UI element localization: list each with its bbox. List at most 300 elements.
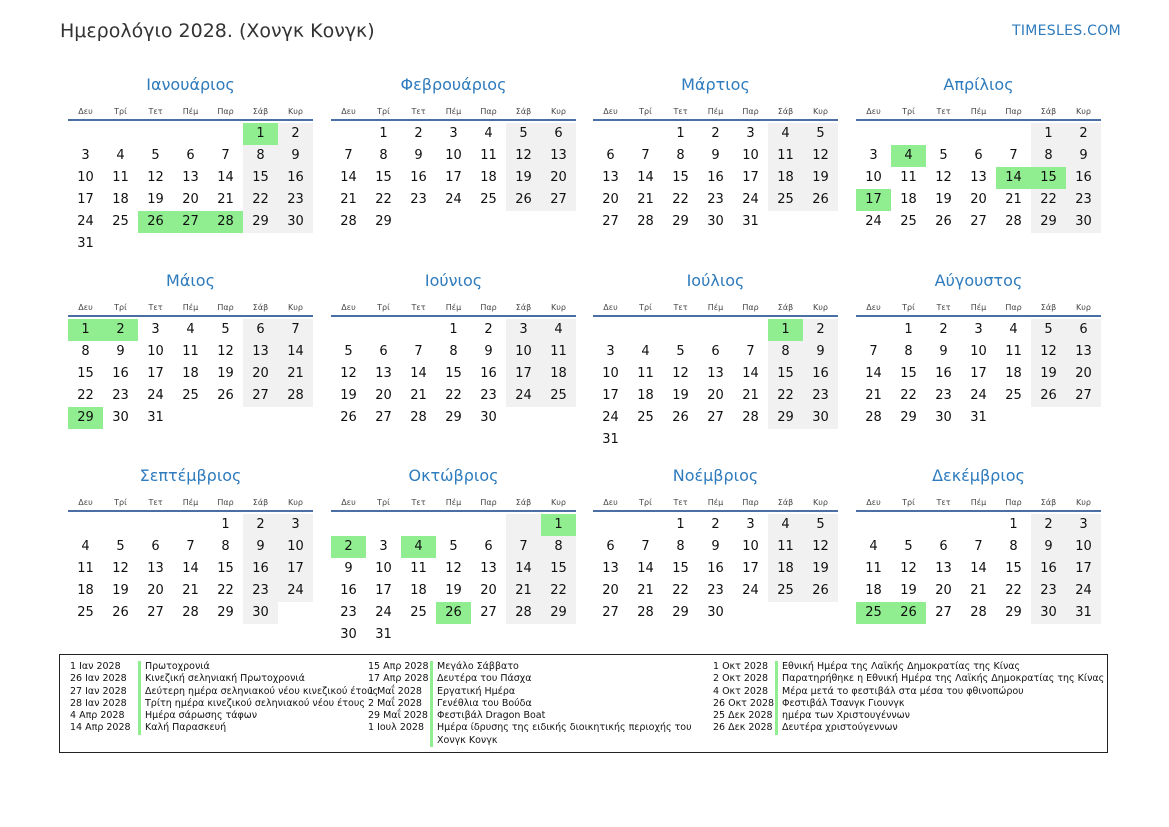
empty-cell xyxy=(996,407,1031,429)
day-cell: 20 xyxy=(970,192,987,207)
month-name: Μάιος xyxy=(166,271,215,290)
empty-cell xyxy=(331,319,366,341)
weekday-label: Δευ xyxy=(78,107,93,116)
day-cell: 8 xyxy=(541,536,576,558)
month-divider xyxy=(593,119,838,121)
day-cell: 7 xyxy=(506,536,541,558)
empty-cell xyxy=(68,123,103,145)
month-calendar xyxy=(68,465,313,624)
day-cell: 29 xyxy=(1005,605,1022,620)
weekday-label: Σάβ xyxy=(777,303,794,312)
empty-cell xyxy=(173,233,208,255)
day-cell: 18 xyxy=(410,583,427,598)
month-calendar xyxy=(856,270,1101,429)
month-calendar xyxy=(856,74,1101,233)
day-cell: 28 xyxy=(278,385,313,407)
day-cell: 16 xyxy=(410,170,427,185)
day-cell: 2 xyxy=(803,319,838,341)
day-cell: 11 xyxy=(768,536,803,558)
day-cell: 30 xyxy=(480,410,497,425)
day-grid xyxy=(331,123,576,233)
empty-cell xyxy=(1066,407,1101,429)
day-cell: 23 xyxy=(340,605,357,620)
day-cell: 11 xyxy=(182,344,199,359)
legend-holiday-name: ημέρα των Χριστουγέννων xyxy=(775,710,910,722)
holiday-day-cell: 27 xyxy=(173,211,208,233)
weekday-header xyxy=(68,294,313,312)
day-cell: 10 xyxy=(865,170,882,185)
day-cell: 2 xyxy=(243,514,278,536)
day-cell: 13 xyxy=(480,561,497,576)
month-name: Ιανουάριος xyxy=(146,75,235,94)
day-cell: 17 xyxy=(1066,558,1101,580)
weekday-label: Δευ xyxy=(603,303,618,312)
day-cell: 16 xyxy=(1031,558,1066,580)
day-cell: 29 xyxy=(541,602,576,624)
day-cell: 16 xyxy=(243,558,278,580)
month-calendar xyxy=(331,270,576,429)
day-cell: 27 xyxy=(602,605,619,620)
weekday-label: Τετ xyxy=(936,303,951,312)
day-cell: 15 xyxy=(1005,561,1022,576)
month-calendar xyxy=(856,465,1101,624)
empty-cell xyxy=(173,407,208,429)
day-cell: 3 xyxy=(151,322,160,337)
day-cell: 27 xyxy=(1066,385,1101,407)
legend-holiday-name: Δευτέρα του Πάσχα xyxy=(430,673,532,685)
day-cell: 5 xyxy=(116,539,125,554)
day-cell: 31 xyxy=(602,432,619,447)
day-cell: 12 xyxy=(217,344,234,359)
day-cell: 22 xyxy=(900,388,917,403)
day-cell: 16 xyxy=(480,366,497,381)
day-cell: 23 xyxy=(278,189,313,211)
month-name: Απρίλιος xyxy=(943,75,1014,94)
day-cell: 23 xyxy=(480,388,497,403)
weekday-label: Παρ xyxy=(480,303,497,312)
day-cell: 28 xyxy=(182,605,199,620)
weekday-label: Παρ xyxy=(1005,107,1022,116)
day-cell: 29 xyxy=(672,214,689,229)
weekday-label: Πέμ xyxy=(445,498,462,507)
weekday-label: Δευ xyxy=(341,498,356,507)
day-cell: 13 xyxy=(243,341,278,363)
day-cell: 13 xyxy=(602,561,619,576)
day-cell: 31 xyxy=(77,236,94,251)
weekday-label: Κυρ xyxy=(1076,303,1091,312)
weekday-label: Σάβ xyxy=(252,498,269,507)
month-name: Ιούνιος xyxy=(424,271,483,290)
legend-date: 14 Απρ 2028 xyxy=(70,722,131,734)
legend-row xyxy=(70,722,378,734)
day-cell: 22 xyxy=(243,189,278,211)
weekday-header xyxy=(593,294,838,312)
month-divider xyxy=(331,315,576,317)
legend-column-2 xyxy=(368,661,692,747)
brand-link[interactable]: TIMESLES.COM xyxy=(1012,23,1121,39)
day-cell: 5 xyxy=(221,322,230,337)
day-cell: 18 xyxy=(637,388,654,403)
day-cell: 25 xyxy=(900,214,917,229)
month-divider xyxy=(856,119,1101,121)
weekday-label: Παρ xyxy=(480,498,497,507)
weekday-label: Τρί xyxy=(639,303,652,312)
empty-cell xyxy=(506,514,541,536)
legend-holiday-name: Γενέθλια του Βούδα xyxy=(430,698,532,710)
day-cell: 29 xyxy=(900,410,917,425)
month-calendar xyxy=(593,270,838,451)
empty-cell xyxy=(173,514,208,536)
day-cell: 8 xyxy=(449,344,458,359)
weekday-label: Σάβ xyxy=(1040,303,1057,312)
month-divider xyxy=(593,315,838,317)
empty-cell xyxy=(138,233,173,255)
day-cell: 19 xyxy=(803,167,838,189)
legend-holiday-name: Καλή Παρασκευή xyxy=(138,722,226,734)
empty-cell xyxy=(68,514,103,536)
month-name: Μάρτιος xyxy=(681,75,750,94)
empty-cell xyxy=(173,123,208,145)
day-cell: 25 xyxy=(77,605,94,620)
legend-date: 1 Ιουλ 2028 xyxy=(368,722,424,734)
day-cell: 24 xyxy=(970,388,987,403)
legend-date: 26 Δεκ 2028 xyxy=(713,722,773,734)
empty-cell xyxy=(593,123,628,145)
day-cell: 6 xyxy=(1066,319,1101,341)
weekday-header xyxy=(331,98,576,116)
day-cell: 25 xyxy=(637,410,654,425)
day-cell: 25 xyxy=(1005,388,1022,403)
legend-row xyxy=(368,686,692,698)
legend-holiday-name: Ημέρα ίδρυσης της ειδικής διοικητικής περιοχής του xyxy=(430,722,692,734)
weekday-label: Τρί xyxy=(377,498,390,507)
day-cell: 21 xyxy=(506,580,541,602)
empty-cell xyxy=(803,211,838,233)
day-cell: 9 xyxy=(711,148,720,163)
day-grid xyxy=(856,123,1101,233)
weekday-label: Σάβ xyxy=(515,303,532,312)
weekday-label: Τετ xyxy=(411,303,426,312)
empty-cell xyxy=(471,514,506,536)
legend-column-3 xyxy=(713,661,1104,735)
weekday-label: Πέμ xyxy=(182,498,199,507)
day-grid xyxy=(593,319,838,451)
weekday-label: Τρί xyxy=(902,498,915,507)
legend-holiday-name: Κινεζική σεληνιακή Πρωτοχρονιά xyxy=(138,673,305,685)
legend-row xyxy=(70,686,378,698)
month-calendar xyxy=(593,74,838,233)
holiday-day-cell: 28 xyxy=(208,211,243,233)
legend-row xyxy=(713,673,1104,685)
legend-row xyxy=(368,722,692,734)
weekday-label: Κυρ xyxy=(813,107,828,116)
day-cell: 11 xyxy=(768,145,803,167)
legend-holiday-name: Δευτέρα χριστούγεννων xyxy=(775,722,898,734)
day-cell: 30 xyxy=(707,605,724,620)
day-cell: 26 xyxy=(672,410,689,425)
day-cell: 2 xyxy=(414,126,423,141)
weekday-label: Δευ xyxy=(866,498,881,507)
weekday-label: Κυρ xyxy=(1076,107,1091,116)
day-cell: 2 xyxy=(1066,123,1101,145)
weekday-label: Σάβ xyxy=(252,303,269,312)
day-cell: 16 xyxy=(112,366,129,381)
day-cell: 7 xyxy=(641,539,650,554)
weekday-label: Σάβ xyxy=(777,498,794,507)
day-cell: 15 xyxy=(768,363,803,385)
day-cell: 23 xyxy=(410,192,427,207)
holiday-day-cell: 2 xyxy=(331,536,366,558)
day-cell: 26 xyxy=(803,580,838,602)
day-cell: 20 xyxy=(147,583,164,598)
day-cell: 6 xyxy=(186,148,195,163)
day-cell: 5 xyxy=(904,539,913,554)
empty-cell xyxy=(891,123,926,145)
day-cell: 20 xyxy=(243,363,278,385)
empty-cell xyxy=(593,514,628,536)
empty-cell xyxy=(103,233,138,255)
day-cell: 24 xyxy=(147,388,164,403)
day-cell: 22 xyxy=(217,583,234,598)
day-cell: 25 xyxy=(182,388,199,403)
day-cell: 10 xyxy=(375,561,392,576)
day-cell: 4 xyxy=(116,148,125,163)
day-cell: 21 xyxy=(865,388,882,403)
day-cell: 12 xyxy=(340,366,357,381)
day-cell: 28 xyxy=(410,410,427,425)
day-cell: 12 xyxy=(1031,341,1066,363)
empty-cell xyxy=(663,319,698,341)
empty-cell xyxy=(698,429,733,451)
day-cell: 12 xyxy=(803,536,838,558)
day-cell: 15 xyxy=(672,170,689,185)
day-cell: 25 xyxy=(410,605,427,620)
day-cell: 9 xyxy=(116,344,125,359)
weekday-header xyxy=(856,489,1101,507)
day-cell: 13 xyxy=(541,145,576,167)
day-cell: 30 xyxy=(1031,602,1066,624)
empty-cell xyxy=(331,514,366,536)
legend-holiday-name: Εθνική Ημέρα της Λαϊκής Δημοκρατίας της Κίνας xyxy=(775,661,1020,673)
day-cell: 11 xyxy=(900,170,917,185)
day-cell: 21 xyxy=(637,583,654,598)
month-divider xyxy=(593,510,838,512)
day-cell: 1 xyxy=(221,517,230,532)
weekday-label: Κυρ xyxy=(288,303,303,312)
day-cell: 25 xyxy=(768,189,803,211)
weekday-label: Παρ xyxy=(217,107,234,116)
weekday-label: Σάβ xyxy=(252,107,269,116)
month-name: Φεβρουάριος xyxy=(400,75,507,94)
day-cell: 18 xyxy=(865,583,882,598)
day-cell: 4 xyxy=(768,514,803,536)
month-name: Ιούλιος xyxy=(686,271,745,290)
day-cell: 8 xyxy=(1009,539,1018,554)
empty-cell xyxy=(856,514,891,536)
day-cell: 22 xyxy=(375,192,392,207)
day-cell: 23 xyxy=(112,388,129,403)
day-cell: 8 xyxy=(676,148,685,163)
holiday-day-cell: 4 xyxy=(401,536,436,558)
empty-cell xyxy=(506,407,541,429)
empty-cell xyxy=(628,319,663,341)
day-cell: 10 xyxy=(742,148,759,163)
day-cell: 14 xyxy=(340,170,357,185)
month-name: Οκτώβριος xyxy=(408,466,499,485)
day-cell: 15 xyxy=(445,366,462,381)
month-divider xyxy=(331,510,576,512)
day-grid xyxy=(331,319,576,429)
day-cell: 8 xyxy=(243,145,278,167)
weekday-header xyxy=(856,294,1101,312)
day-cell: 16 xyxy=(707,170,724,185)
day-cell: 24 xyxy=(506,385,541,407)
day-cell: 14 xyxy=(742,366,759,381)
day-cell: 6 xyxy=(484,539,493,554)
weekday-header xyxy=(856,98,1101,116)
day-cell: 7 xyxy=(974,539,983,554)
weekday-label: Πέμ xyxy=(707,498,724,507)
day-cell: 18 xyxy=(182,366,199,381)
day-grid xyxy=(856,514,1101,624)
day-cell: 27 xyxy=(243,385,278,407)
day-grid xyxy=(593,123,838,233)
day-cell: 24 xyxy=(77,214,94,229)
legend-date: 4 Οκτ 2028 xyxy=(713,685,769,697)
day-cell: 18 xyxy=(541,363,576,385)
day-cell: 9 xyxy=(484,344,493,359)
month-divider xyxy=(331,119,576,121)
day-cell: 7 xyxy=(641,148,650,163)
day-cell: 5 xyxy=(676,344,685,359)
day-cell: 23 xyxy=(243,580,278,602)
holiday-day-cell: 1 xyxy=(541,514,576,536)
day-cell: 15 xyxy=(217,561,234,576)
day-cell: 21 xyxy=(410,388,427,403)
holiday-day-cell: 29 xyxy=(68,407,103,429)
weekday-label: Τρί xyxy=(114,303,127,312)
empty-cell xyxy=(856,123,891,145)
holiday-day-cell: 1 xyxy=(68,319,103,341)
day-cell: 19 xyxy=(217,366,234,381)
day-cell: 30 xyxy=(278,211,313,233)
day-cell: 12 xyxy=(803,145,838,167)
day-cell: 15 xyxy=(672,561,689,576)
day-cell: 13 xyxy=(970,170,987,185)
day-cell: 2 xyxy=(939,322,948,337)
day-cell: 15 xyxy=(77,366,94,381)
day-cell: 10 xyxy=(445,148,462,163)
day-cell: 1 xyxy=(904,322,913,337)
holiday-legend xyxy=(59,654,1108,753)
day-cell: 10 xyxy=(742,539,759,554)
day-cell: 14 xyxy=(865,366,882,381)
weekday-label: Τρί xyxy=(639,498,652,507)
legend-date: 26 Ιαν 2028 xyxy=(70,673,127,685)
empty-cell xyxy=(401,319,436,341)
weekday-header xyxy=(593,489,838,507)
day-cell: 29 xyxy=(217,605,234,620)
weekday-label: Πέμ xyxy=(182,303,199,312)
day-cell: 23 xyxy=(707,583,724,598)
day-cell: 1 xyxy=(379,126,388,141)
day-cell: 5 xyxy=(803,123,838,145)
weekday-label: Κυρ xyxy=(551,303,566,312)
day-cell: 19 xyxy=(935,192,952,207)
day-cell: 12 xyxy=(147,170,164,185)
weekday-label: Πέμ xyxy=(182,107,199,116)
weekday-label: Τρί xyxy=(902,107,915,116)
day-cell: 30 xyxy=(707,214,724,229)
weekday-label: Κυρ xyxy=(1076,498,1091,507)
legend-row xyxy=(368,698,692,710)
month-calendar xyxy=(331,465,576,646)
empty-cell xyxy=(471,211,506,233)
holiday-day-cell: 17 xyxy=(856,189,891,211)
weekday-label: Παρ xyxy=(1005,303,1022,312)
legend-row xyxy=(713,710,1104,722)
day-cell: 28 xyxy=(1005,214,1022,229)
day-cell: 13 xyxy=(935,561,952,576)
holiday-day-cell: 26 xyxy=(138,211,173,233)
weekday-label: Σάβ xyxy=(1040,498,1057,507)
empty-cell xyxy=(961,123,996,145)
empty-cell xyxy=(366,319,401,341)
day-cell: 4 xyxy=(186,322,195,337)
day-cell: 14 xyxy=(637,170,654,185)
day-cell: 5 xyxy=(344,344,353,359)
day-cell: 26 xyxy=(1031,385,1066,407)
legend-date: 28 Ιαν 2028 xyxy=(70,697,127,709)
day-cell: 14 xyxy=(970,561,987,576)
legend-column-1 xyxy=(70,661,378,735)
day-cell: 18 xyxy=(768,558,803,580)
day-cell: 20 xyxy=(541,167,576,189)
empty-cell xyxy=(366,514,401,536)
weekday-label: Κυρ xyxy=(288,107,303,116)
legend-date: 29 Μαΐ 2028 xyxy=(368,710,428,722)
day-cell: 4 xyxy=(81,539,90,554)
day-cell: 9 xyxy=(939,344,948,359)
day-cell: 31 xyxy=(147,410,164,425)
day-cell: 28 xyxy=(340,214,357,229)
day-cell: 17 xyxy=(602,388,619,403)
day-cell: 28 xyxy=(742,410,759,425)
day-cell: 29 xyxy=(672,605,689,620)
month-divider xyxy=(68,510,313,512)
day-cell: 3 xyxy=(1066,514,1101,536)
day-cell: 9 xyxy=(1066,145,1101,167)
day-grid xyxy=(68,319,313,429)
weekday-label: Τρί xyxy=(377,107,390,116)
day-cell: 26 xyxy=(112,605,129,620)
day-cell: 2 xyxy=(711,126,720,141)
weekday-label: Πέμ xyxy=(970,498,987,507)
empty-cell xyxy=(506,624,541,646)
weekday-label: Δευ xyxy=(603,498,618,507)
day-cell: 1 xyxy=(676,126,685,141)
day-cell: 19 xyxy=(340,388,357,403)
legend-holiday-name: Δεύτερη ημέρα σεληνιακού νέου κινεζικού έτους xyxy=(138,686,378,698)
day-cell: 15 xyxy=(375,170,392,185)
weekday-label: Τετ xyxy=(936,107,951,116)
day-cell: 9 xyxy=(243,536,278,558)
legend-row xyxy=(368,661,692,673)
weekday-label: Παρ xyxy=(217,498,234,507)
day-cell: 27 xyxy=(147,605,164,620)
day-cell: 9 xyxy=(1031,536,1066,558)
month-divider xyxy=(68,119,313,121)
